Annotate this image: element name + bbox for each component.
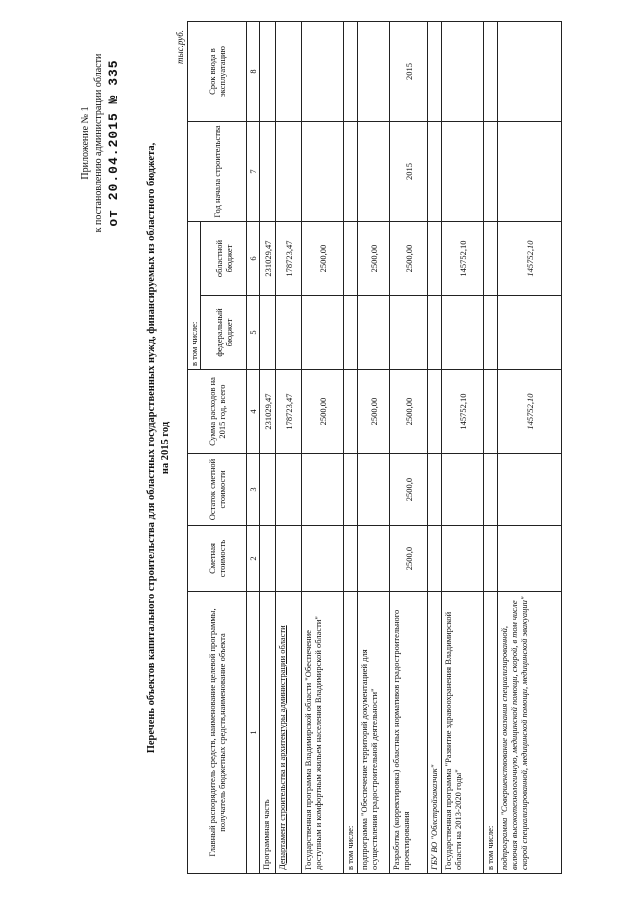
- cell-remainder: [484, 454, 498, 526]
- row-name: ГБУ ВО "Облстройзаказчик": [428, 592, 442, 874]
- cell-federal: [442, 296, 484, 370]
- cell-total: [428, 370, 442, 454]
- row-name: подпрограмма "Обеспечение территорий документацией для осуществления градостроительной деятельности": [358, 592, 390, 874]
- col-number: 3: [247, 454, 260, 526]
- cell-commissioning: [358, 22, 390, 122]
- col-number: 4: [247, 370, 260, 454]
- col-number: 6: [247, 222, 260, 296]
- table-row: [260, 22, 276, 874]
- cell-remainder: 2500,0: [390, 454, 428, 526]
- cell-regional: [428, 222, 442, 296]
- cell-federal: [428, 296, 442, 370]
- cell-total: 2500,00: [358, 370, 390, 454]
- header-col7: Год начала строительства: [188, 122, 247, 222]
- title-line-1: Перечень объектов капитального строительства для областных государственных нужд, финансируемых из областного бюджета,: [146, 142, 157, 754]
- table-row: [344, 22, 358, 874]
- cell-estimate: [442, 526, 484, 592]
- cell-estimate: [498, 526, 562, 592]
- cell-federal: [484, 296, 498, 370]
- cell-estimate: 2500,0: [390, 526, 428, 592]
- cell-start-year: [344, 122, 358, 222]
- col-number: 5: [247, 296, 260, 370]
- cell-regional: 2500,00: [302, 222, 344, 296]
- cell-regional: 178723,47: [276, 222, 302, 296]
- row-name: Программная часть: [260, 592, 276, 874]
- cell-start-year: [428, 122, 442, 222]
- title-line-2: на 2015 год: [160, 421, 171, 475]
- cell-start-year: [260, 122, 276, 222]
- cell-regional: [344, 222, 358, 296]
- row-name: Разработка (корректировка) областных нормативов градостроительного проектирования: [390, 592, 428, 874]
- cell-estimate: [484, 526, 498, 592]
- cell-remainder: [498, 454, 562, 526]
- cell-commissioning: [302, 22, 344, 122]
- cell-regional: 145752,10: [498, 222, 562, 296]
- header-col3: Остаток сметной стоимости: [188, 454, 247, 526]
- header-col2: Сметная стоимость: [188, 526, 247, 592]
- row-name: Департамент строительства и архитектуры администрации области: [276, 592, 302, 874]
- unit-label: тыс.руб.: [175, 30, 185, 64]
- table-row: [428, 22, 442, 874]
- table-row: [358, 22, 390, 874]
- header-col1: Главный распорядитель средств, наименование целевой программы, получатель бюджетных средств,наименование объекта: [188, 592, 247, 874]
- appendix-number: Приложение № 1: [80, 106, 91, 180]
- cell-federal: [498, 296, 562, 370]
- cell-commissioning: 2015: [390, 22, 428, 122]
- table-row: [302, 22, 344, 874]
- cell-total: 145752,10: [498, 370, 562, 454]
- cell-estimate: [344, 526, 358, 592]
- col-number: 8: [247, 22, 260, 122]
- cell-remainder: [344, 454, 358, 526]
- cell-estimate: [428, 526, 442, 592]
- cell-federal: [302, 296, 344, 370]
- row-name: Государственная программа "Развитие здравоохранения Владимирской области на 2013-2020 годы": [442, 592, 484, 874]
- cell-commissioning: [484, 22, 498, 122]
- column-numbers-row: [247, 22, 260, 874]
- cell-federal: [344, 296, 358, 370]
- document-title: [145, 38, 173, 858]
- cell-regional: [484, 222, 498, 296]
- row-name: подпрограмма "Совершенствование оказания специализированной, включая высокотехнологичную, медицинской помощи, скорой, в том числе скорой специализированной, медицинской помощи, медицинской эвакуации": [498, 592, 562, 874]
- header-group: в том числе:: [188, 222, 201, 370]
- cell-estimate: [260, 526, 276, 592]
- cell-estimate: [302, 526, 344, 592]
- header-row-1: [188, 22, 201, 874]
- cell-total: [484, 370, 498, 454]
- decree-date-number: от 20.04.2015 № 335: [106, 59, 121, 227]
- cell-federal: [276, 296, 302, 370]
- cell-total: 231029,47: [260, 370, 276, 454]
- cell-regional: 2500,00: [390, 222, 428, 296]
- cell-remainder: [302, 454, 344, 526]
- cell-commissioning: [442, 22, 484, 122]
- row-name: в том числе:: [484, 592, 498, 874]
- cell-start-year: [498, 122, 562, 222]
- header-col5: федеральный бюджет: [201, 296, 247, 370]
- col-number: 2: [247, 526, 260, 592]
- table-row: [484, 22, 498, 874]
- cell-total: 2500,00: [302, 370, 344, 454]
- rotated-landscape-sheet: [75, 18, 595, 878]
- cell-remainder: [428, 454, 442, 526]
- cell-estimate: [358, 526, 390, 592]
- cell-remainder: [442, 454, 484, 526]
- header-col6: областной бюджет: [201, 222, 247, 296]
- row-name: Государственная программа Владимирской области "Обеспечение доступным и комфортным жильем населения Владимирской области": [302, 592, 344, 874]
- cell-remainder: [276, 454, 302, 526]
- header-col4: Сумма расходов на 2015 год, всего: [188, 370, 247, 454]
- cell-total: [344, 370, 358, 454]
- cell-start-year: [276, 122, 302, 222]
- cell-commissioning: [276, 22, 302, 122]
- cell-remainder: [358, 454, 390, 526]
- cell-start-year: [442, 122, 484, 222]
- cell-start-year: [484, 122, 498, 222]
- cell-start-year: [358, 122, 390, 222]
- table-row: [498, 22, 562, 874]
- cell-regional: 2500,00: [358, 222, 390, 296]
- cell-remainder: [260, 454, 276, 526]
- table-row: [442, 22, 484, 874]
- cell-federal: [390, 296, 428, 370]
- cell-federal: [260, 296, 276, 370]
- cell-start-year: 2015: [390, 122, 428, 222]
- appendix-header: [79, 28, 120, 258]
- cell-commissioning: [428, 22, 442, 122]
- cell-total: 145752,10: [442, 370, 484, 454]
- cell-total: 2500,00: [390, 370, 428, 454]
- header-col8: Срок ввода в эксплуатацию: [188, 22, 247, 122]
- objects-table: [187, 21, 562, 874]
- cell-regional: 145752,10: [442, 222, 484, 296]
- cell-commissioning: [260, 22, 276, 122]
- cell-estimate: [276, 526, 302, 592]
- cell-start-year: [302, 122, 344, 222]
- cell-commissioning: [498, 22, 562, 122]
- cell-total: 178723,47: [276, 370, 302, 454]
- cell-federal: [358, 296, 390, 370]
- col-number: 7: [247, 122, 260, 222]
- table-row: [276, 22, 302, 874]
- cell-regional: 231029,47: [260, 222, 276, 296]
- row-name: в том числе:: [344, 592, 358, 874]
- table-row: [390, 22, 428, 874]
- col-number: 1: [247, 592, 260, 874]
- cell-commissioning: [344, 22, 358, 122]
- appendix-reference: к постановлению администрации области: [93, 53, 104, 233]
